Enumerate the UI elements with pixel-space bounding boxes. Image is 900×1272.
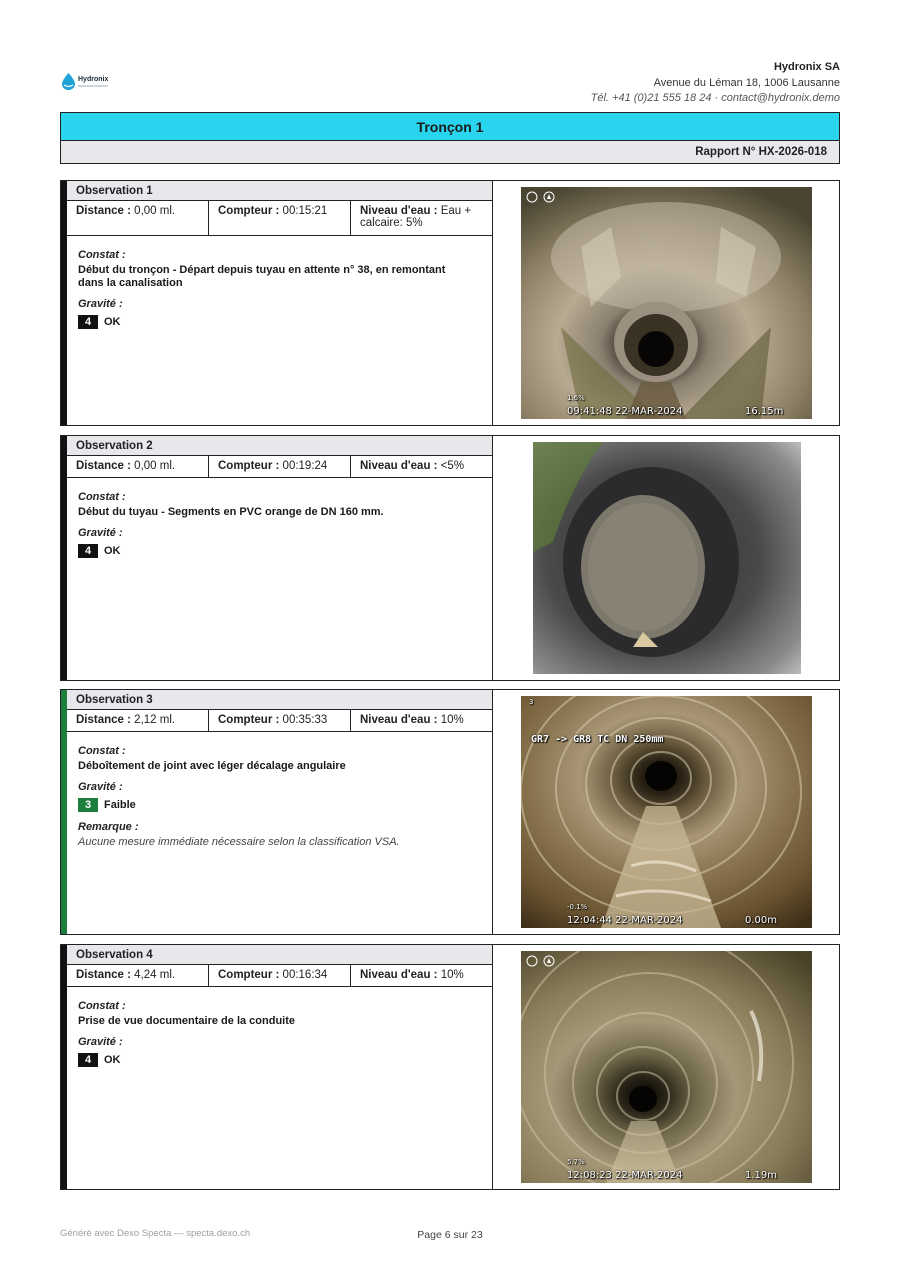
constat-label: Constat : — [78, 1000, 126, 1012]
company-contact: Tél. +41 (0)21 555 18 24 · contact@hydronix.demo — [590, 92, 840, 104]
camera-distance: 16.15m — [745, 406, 784, 417]
observation-details — [67, 436, 493, 680]
niveau-field: Niveau d'eau : 10% — [360, 969, 464, 981]
report-number: Rapport N° HX-2026-018 — [60, 141, 840, 164]
niveau-value: 10% — [440, 969, 464, 981]
constat-label: Constat : — [78, 491, 126, 503]
page-number: Page 6 sur 23 — [417, 1229, 483, 1241]
camera-slope-text: -0.1% — [567, 903, 588, 911]
company-name: Hydronix SA — [773, 61, 840, 73]
camera-distance: 1.19m — [745, 1170, 778, 1181]
section-title: Tronçon 1 — [60, 112, 840, 141]
camera-slope-text: 1.6% — [567, 394, 585, 402]
camera-distance: 0.00m — [745, 915, 778, 926]
niveau-value: Eau + calcaire: 5% — [360, 205, 472, 229]
gravite-label: Gravité : — [78, 781, 123, 793]
inspection-photo — [533, 442, 801, 674]
observation-fields — [67, 201, 492, 236]
observation-card — [60, 689, 840, 935]
gravite-badge: 4 — [78, 544, 98, 558]
constat-text: Début du tuyau - Segments en PVC orange de DN 160 mm. — [78, 506, 384, 518]
observation-fields — [67, 456, 492, 478]
observation-details — [67, 181, 493, 425]
gravite-badge: 3 — [78, 798, 98, 812]
distance-value: 2,12 ml. — [134, 714, 176, 726]
distance-field: Distance : 4,24 ml. — [67, 965, 209, 986]
compteur-field: Compteur : 00:35:33 — [209, 710, 351, 731]
gravite-label: Gravité : — [78, 1036, 123, 1048]
camera-section-text: GR7 -> GR8 TC DN 250mm — [531, 734, 664, 745]
compteur-value: 00:19:24 — [282, 460, 328, 472]
observation-fields — [67, 965, 492, 987]
constat-label: Constat : — [78, 745, 126, 757]
gravite-badge: 4 — [78, 315, 98, 329]
constat-text: Déboîtement de joint avec léger décalage angulaire — [78, 760, 346, 772]
remarque-label: Remarque : — [78, 821, 139, 833]
logo-text: Hydronix — [78, 75, 109, 83]
gravite-text: OK — [104, 1054, 121, 1066]
gravite-label: Gravité : — [78, 298, 123, 310]
camera-slope-text: 5.7% — [567, 1158, 585, 1166]
compteur-value: 00:15:21 — [282, 205, 328, 217]
inspection-photo — [521, 696, 812, 928]
niveau-value: <5% — [440, 460, 465, 472]
gravite-text: OK — [104, 545, 121, 557]
gravite-label: Gravité : — [78, 527, 123, 539]
observation-details — [67, 690, 493, 934]
distance-value: 0,00 ml. — [134, 460, 176, 472]
constat-text: Début du tronçon - Départ depuis tuyau en attente n° 38, en remontant dans la canalisation — [78, 264, 446, 289]
observation-card — [60, 944, 840, 1190]
observation-details — [67, 945, 493, 1189]
camera-index-text: 3 — [529, 698, 534, 706]
observation-card — [60, 180, 840, 426]
inspection-photo — [521, 187, 812, 419]
constat-text: Prise de vue documentaire de la conduite — [78, 1015, 296, 1027]
gravite-text: Faible — [104, 799, 136, 811]
water-drop-icon — [62, 73, 75, 90]
compteur-value: 00:35:33 — [282, 714, 328, 726]
niveau-field: Niveau d'eau : 10% — [360, 714, 464, 726]
constat-label: Constat : — [78, 249, 126, 261]
company-address: Avenue du Léman 18, 1006 Lausanne — [653, 76, 840, 89]
camera-overlay-icon — [525, 954, 563, 968]
observation-title: Observation 1 — [67, 181, 492, 201]
niveau-field: Niveau d'eau : Eau + calcaire: 5% — [360, 205, 472, 229]
niveau-field: Niveau d'eau : <5% — [360, 460, 465, 472]
camera-timestamp: 09:41:48 22-MAR-2024 — [567, 406, 683, 417]
distance-value: 0,00 ml. — [134, 205, 176, 217]
observation-title: Observation 4 — [67, 945, 492, 965]
niveau-value: 10% — [440, 714, 464, 726]
distance-field: Distance : 0,00 ml. — [67, 456, 209, 477]
compteur-field: Compteur : 00:15:21 — [209, 201, 351, 235]
distance-field: Distance : 0,00 ml. — [67, 201, 209, 235]
remarque-text: Aucune mesure immédiate nécessaire selon la classification VSA. — [78, 836, 400, 848]
company-logo — [62, 71, 122, 91]
compteur-field: Compteur : 00:16:34 — [209, 965, 351, 986]
observation-title: Observation 3 — [67, 690, 492, 710]
camera-overlay-icon — [525, 190, 563, 204]
inspection-photo — [521, 951, 812, 1183]
company-info — [591, 60, 840, 107]
camera-timestamp: 12:08:23 22-MAR-2024 — [567, 1170, 683, 1181]
distance-field: Distance : 2,12 ml. — [67, 710, 209, 731]
observation-card — [60, 435, 840, 681]
logo-tagline — [78, 85, 108, 87]
distance-value: 4,24 ml. — [134, 969, 176, 981]
observation-title: Observation 2 — [67, 436, 492, 456]
footer-generated: Généré avec Dexo Specta — specta.dexo.ch — [60, 1228, 251, 1239]
camera-timestamp: 12:04:44 22-MAR-2024 — [567, 915, 683, 926]
gravite-badge: 4 — [78, 1053, 98, 1067]
observation-fields — [67, 710, 492, 732]
compteur-value: 00:16:34 — [282, 969, 328, 981]
gravite-text: OK — [104, 316, 121, 328]
compteur-field: Compteur : 00:19:24 — [209, 456, 351, 477]
